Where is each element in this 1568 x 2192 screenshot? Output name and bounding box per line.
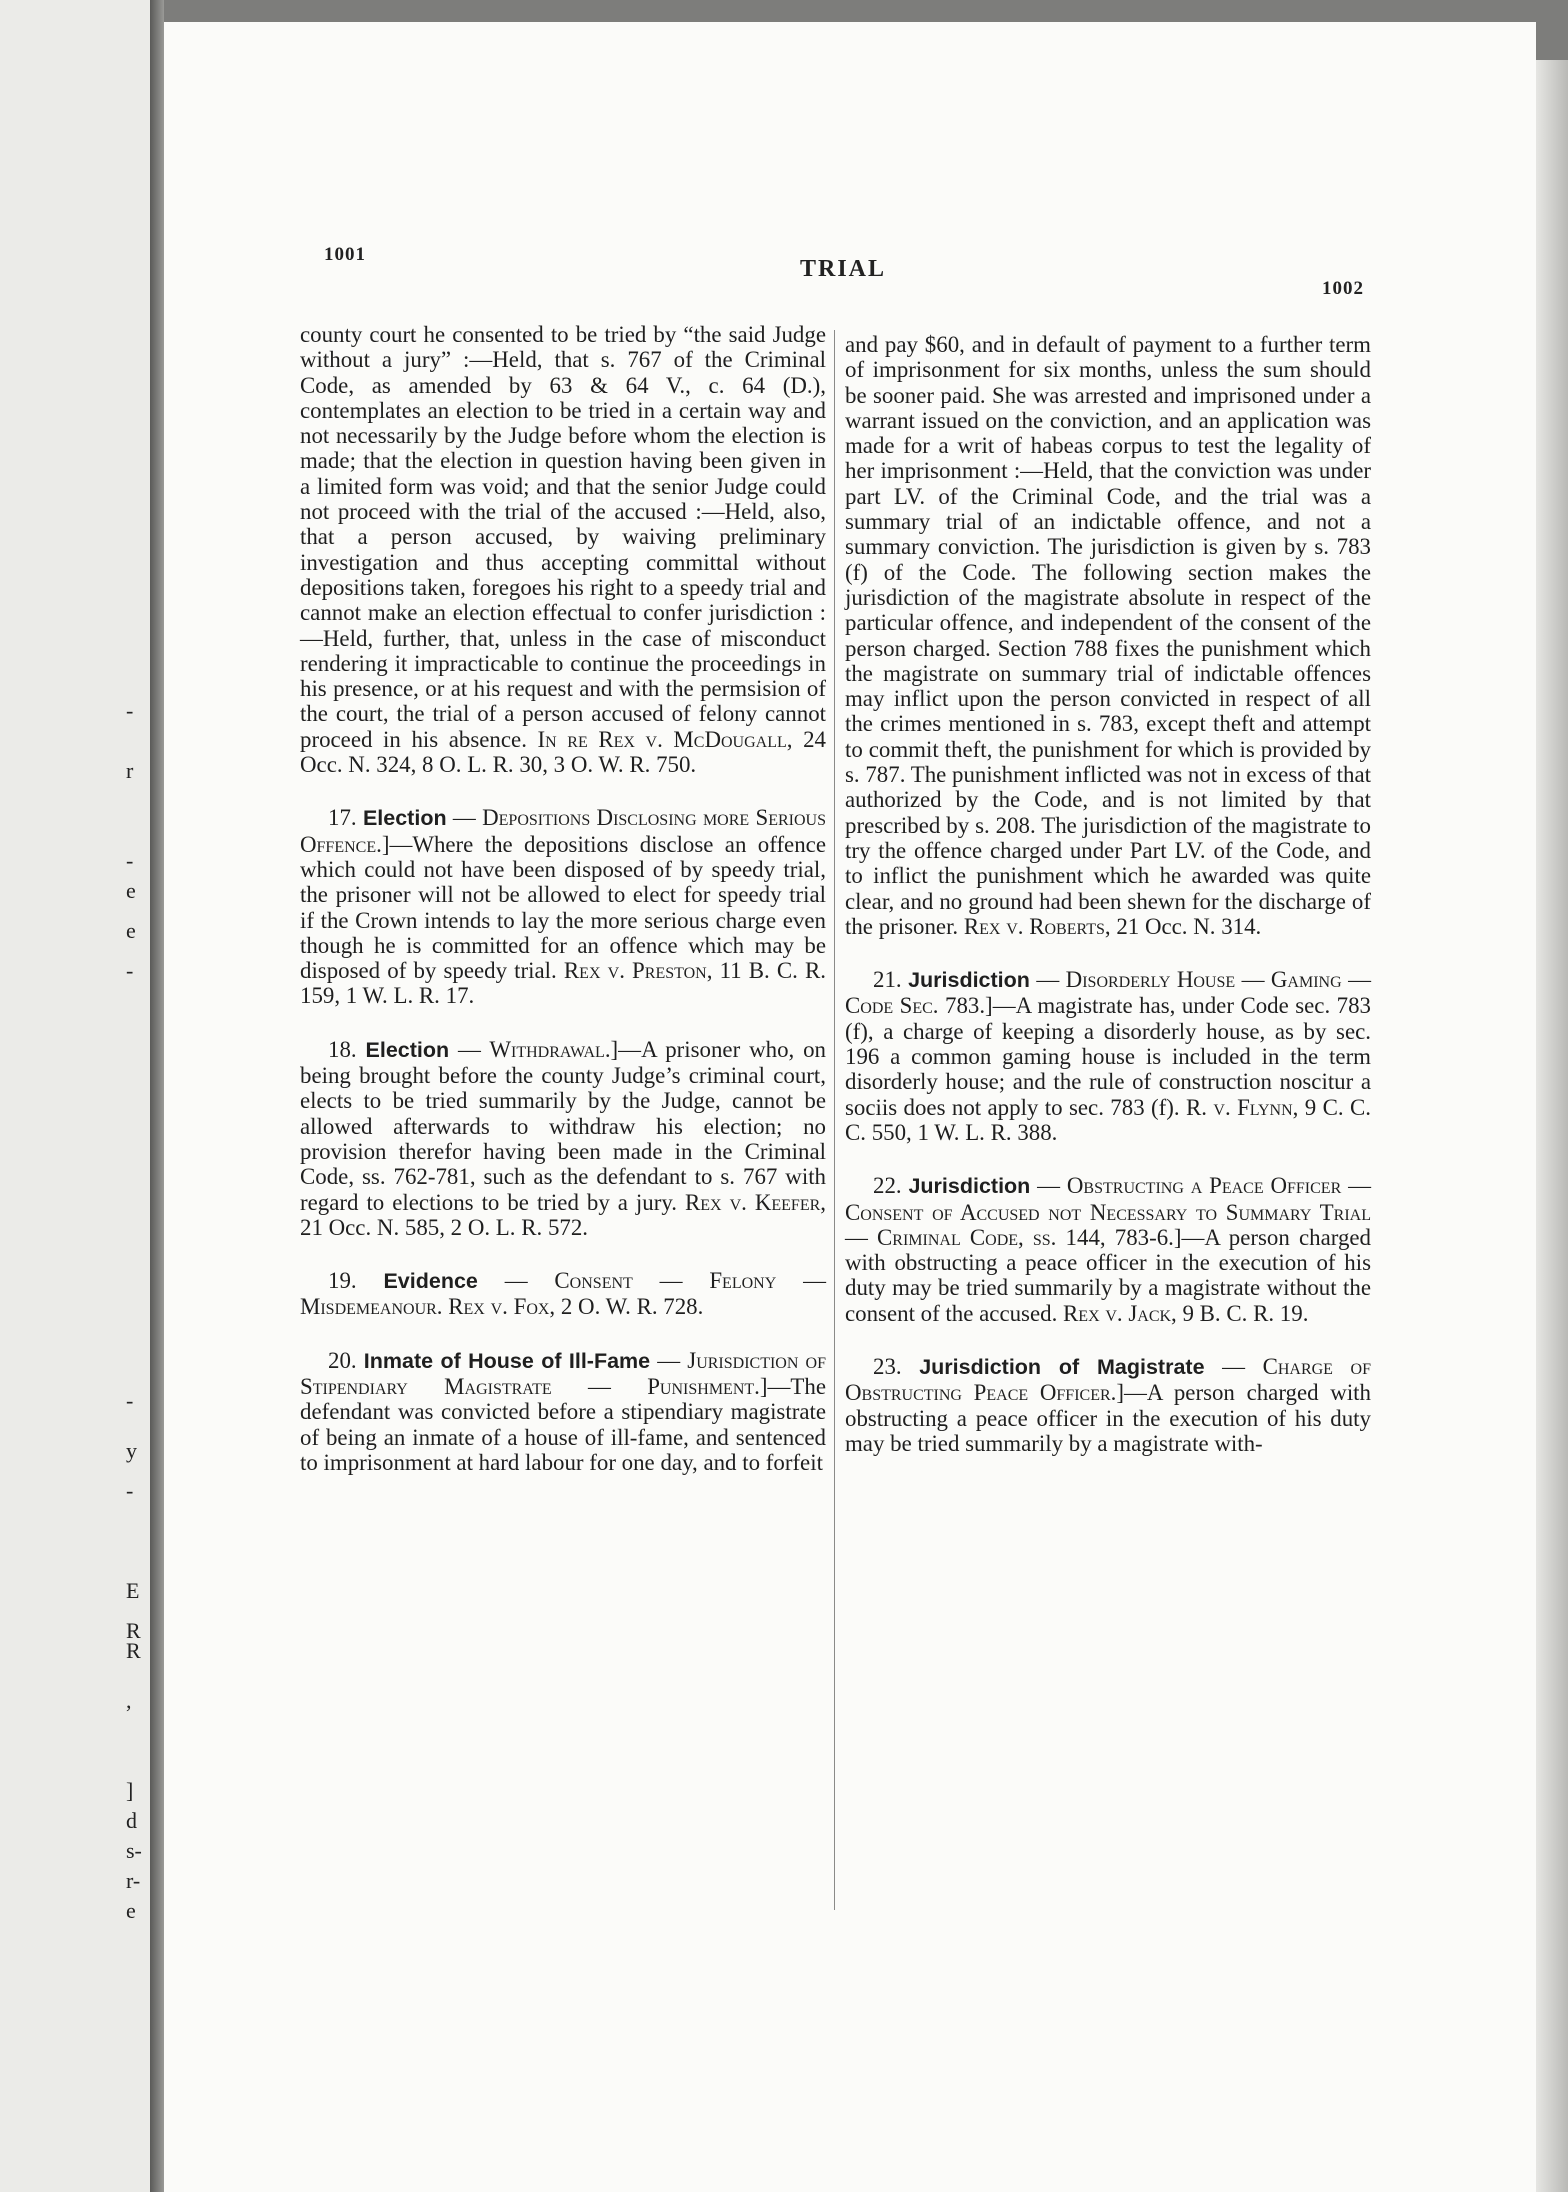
edge-text-fragment: R (126, 1638, 141, 1663)
edge-text-fragment: - (126, 1388, 134, 1413)
entry-subheading: — Disorderly House — Gaming — Code Sec. 783.] (845, 967, 1371, 1019)
column-divider (834, 330, 835, 1910)
right-continuation-paragraph (845, 332, 1371, 939)
right-page-number: 1002 (1322, 278, 1364, 299)
entry-22 (845, 1173, 1371, 1326)
entry-number: 19. (328, 1268, 357, 1294)
entry-number: 22. (873, 1173, 902, 1199)
left-column (300, 322, 826, 1475)
right-column (845, 332, 1371, 1456)
entry-text: —A person charged with obstructing a peace officer in the execution of his duty may be tried summarily by a magistrate without the consent of the accused. (845, 1224, 1371, 1326)
left-opening-paragraph (300, 322, 826, 777)
case-citation: R. v. Flynn, (1186, 1094, 1299, 1120)
case-citation: In re Rex v. McDougall, (537, 726, 793, 752)
entry-heading: Election (362, 806, 447, 831)
entry-subheading: — Depositions Disclosing more Serious Offence.] (300, 805, 826, 857)
citation-reference: 21 Occ. N. 314. (1116, 913, 1262, 939)
entry-heading: Jurisdiction (908, 968, 1030, 993)
edge-text-fragment: - (126, 848, 134, 873)
entry-heading: Jurisdiction (908, 1174, 1031, 1199)
case-citation: Rex v. Roberts, (963, 913, 1111, 939)
entry-heading: Inmate of House of Ill-Fame (363, 1348, 651, 1373)
entry-text: —A prisoner who, on being brought before the county Judge’s criminal court, elects to be tried summarily by the Judge, cannot be allowed afterwards to withdraw his election; no provision therefor having been made in the Criminal Code, ss. 762-781, such as the defendant to s. 767 with regard to elections to be tried by a jury. (300, 1036, 827, 1215)
paragraph-text: county court he consented to be tried by “the said Judge without a jury” :—Held, that s. 767 of the Criminal Code, as amended by 63 & 64 V., c. 64 (D.), contemplates an election to be tried in a certain way and not necessarily by the Judge before whom the election is made; that the election in question having been given in a limited form was void; and that the senior Judge could not proceed with the trial of the accused :—Held, also, that a person accused, by waiving preliminary investigation and thus accepting committal without depositions taken, foregoes his right to a speedy trial and cannot make an election effectual to confer jurisdiction :—Held, further, that, unless in the case of misconduct rendering it impracticable to continue the proceedings in his presence, or at his request and with the permsision of the court, the trial of a person accused of felony cannot proceed in his absence. (300, 322, 826, 752)
citation-reference: 24 Occ. N. 324, 8 O. L. R. 30, 3 O. W. R. 750. (300, 726, 826, 778)
entry-21 (845, 967, 1371, 1145)
citation-reference: 2 O. W. R. 728. (560, 1294, 704, 1320)
edge-text-fragment: s- (126, 1838, 142, 1863)
edge-text-fragment: R (126, 1618, 141, 1643)
entry-20 (300, 1348, 826, 1475)
edge-text-fragment: e (126, 878, 136, 903)
book-gutter (150, 0, 164, 2192)
citation-reference: 9 C. C. C. 550, 1 W. L. R. 388. (845, 1094, 1371, 1145)
case-citation: Rex v. Preston, (563, 958, 713, 984)
citation-reference: 11 B. C. R. 159, 1 W. L. R. 17. (300, 958, 826, 1009)
edge-text-fragment: - (126, 698, 134, 723)
entry-19 (300, 1268, 826, 1320)
entry-23 (845, 1354, 1371, 1456)
case-citation: Rex v. Keefer, (685, 1189, 826, 1215)
edge-text-fragment: - (126, 958, 134, 983)
entry-number: 23. (873, 1353, 902, 1379)
entry-text: —A person charged with obstructing a peace officer in the execution of his duty may be tried summarily by a magistrate with- (845, 1380, 1371, 1456)
entry-text: —The defendant was convicted before a stipendiary magistrate of being an inmate of a house of ill-fame, and sentenced to imprisonment at hard labour for one day, and to forfeit (300, 1373, 826, 1475)
entry-number: 17. (328, 805, 357, 831)
citation-reference: 21 Occ. N. 585, 2 O. L. R. 572. (300, 1214, 589, 1240)
edge-text-fragment: y (126, 1438, 137, 1463)
running-title: TRIAL (800, 256, 887, 282)
left-page-number: 1001 (324, 244, 366, 265)
edge-text-fragment: E (126, 1578, 140, 1603)
entry-17 (300, 805, 826, 1008)
edge-text-fragment: d (126, 1808, 137, 1833)
facing-page-edge-text (0, 0, 150, 2192)
edge-text-fragment: r (126, 758, 134, 783)
edge-text-fragment: - (126, 1478, 134, 1503)
entry-number: 20. (328, 1347, 357, 1373)
case-citation: Rex v. Fox, (448, 1294, 556, 1320)
edge-text-fragment: r- (126, 1868, 141, 1893)
edge-text-fragment: ] (126, 1778, 134, 1803)
entry-18 (300, 1037, 826, 1240)
entry-number: 18. (328, 1036, 357, 1062)
entry-subheading: — Obstructing a Peace Officer — Consent of Accused not Necessary to Summary Trial — Criminal Code, ss. 144, 783-6.] (845, 1173, 1371, 1250)
entry-subheading: — Jurisdiction of Stipendiary Magistrate — Punishment.] (300, 1347, 826, 1399)
entry-heading: Election (365, 1037, 450, 1062)
edge-text-fragment: , (126, 1688, 132, 1713)
entry-subheading: — Charge of Obstructing Peace Officer.] (845, 1353, 1371, 1406)
entry-heading: Evidence (383, 1269, 478, 1294)
entry-text: —Where the depositions disclose an offence which could not have been disposed of by speedy trial, the prisoner will not be allowed to elect for speedy trial if the Crown intends to lay the more serious charge even though he is committed for an offence which may be disposed of by speedy trial. (300, 831, 826, 984)
entry-subheading: — Withdrawal.] (458, 1036, 619, 1062)
citation-reference: 9 B. C. R. 19. (1182, 1300, 1309, 1326)
entry-number: 21. (873, 967, 902, 993)
edge-text-fragment: e (126, 1898, 136, 1923)
case-citation: Rex v. Jack, (1063, 1300, 1177, 1326)
entry-heading: Jurisdiction of Magistrate (919, 1354, 1205, 1379)
paragraph-text: and pay $60, and in default of payment to a further term of imprisonment for six months, unless the sum should be sooner paid. She was arrested and imprisoned under a warrant issued on the conviction, and an application was made for a writ of habeas corpus to test the legality of her imprisonment :—Held, that the conviction was under part LV. of the Criminal Code, and the trial was a summary trial of an indictable offence, and not a summary conviction. The jurisdiction is given by s. 783 (f) of the Code. The following section makes the jurisdiction of the magistrate absolute in respect of the particular offence, and independent of the consent of the person charged. Section 788 fixes the punishment which the magistrate on summary trial of indictable offences may inflict upon the person convicted in respect of all the crimes mentioned in s. 783, except theft and attempt to commit theft, the punishment for which is provided by s. 787. The punishment inflicted was not in excess of that authorized by the Code, and is not limited by that prescribed by s. 208. The jurisdiction of the magistrate to try the offence charged under Part LV. of the Code, and to inflict the punishment which he awarded was quite clear, and no ground had been shewn for the discharge of the prisoner. (845, 332, 1371, 939)
entry-text: —A magistrate has, under Code sec. 783 (f), a charge of keeping a disorderly house, as by sec. 196 a common gaming house is included in the term disorderly house; and the rule of construction noscitur a sociis does not apply to sec. 783 (f). (845, 993, 1371, 1120)
entry-subheading: — Consent — Felony — Misdemeanour. (300, 1268, 826, 1320)
edge-text-fragment: e (126, 918, 136, 943)
page-edge (1536, 60, 1568, 2192)
